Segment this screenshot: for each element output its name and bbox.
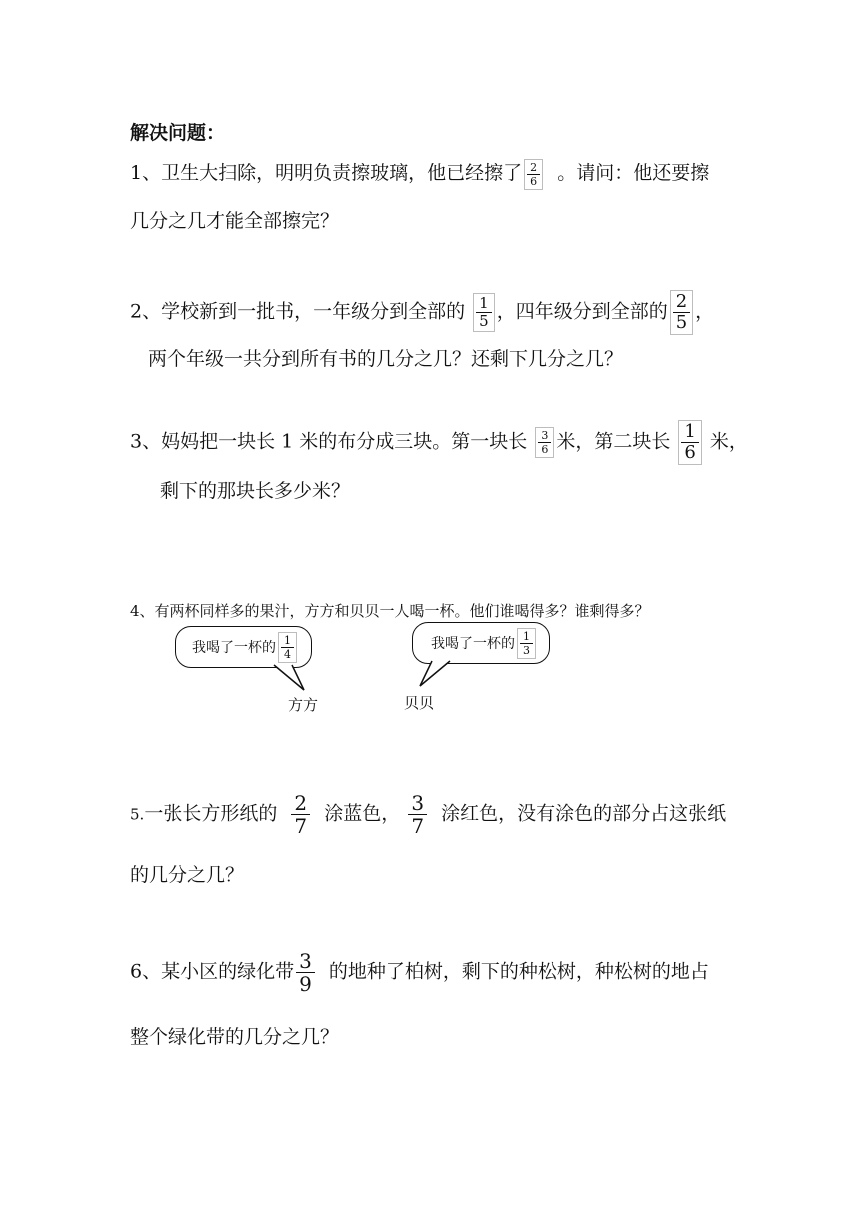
question-2-line-1 (130, 290, 714, 335)
fraction-denominator: 3 (523, 643, 530, 657)
fraction-denominator: 5 (675, 312, 688, 333)
question-2-fraction-1 (473, 293, 495, 332)
question-1-text-pre: 1、卫生大扫除，明明负责擦玻璃，他已经擦了 (130, 162, 523, 184)
speech-bubble-tail-beibei (418, 660, 458, 690)
question-5-line-2: 的几分之几？ (130, 864, 245, 886)
fraction-denominator: 6 (530, 174, 538, 188)
question-6-text-pre: 6、某小区的绿化带 (130, 960, 295, 983)
question-2-text-post: ， (695, 300, 715, 323)
fraction-numerator: 1 (523, 629, 530, 643)
speech-bubble-fraction (517, 628, 536, 659)
speech-bubble-text: 我喝了一杯的 (192, 640, 276, 656)
question-2-line-2: 两个年级一共分到所有书的几分之几？还剩下几分之几？ (148, 348, 624, 370)
fraction-numerator: 1 (479, 294, 489, 312)
question-3-fraction-2 (678, 420, 701, 465)
question-3-text-pre: 3、妈妈把一块长 1 米的布分成三块。第一块长 (130, 430, 528, 453)
question-5-line-1 (130, 792, 726, 837)
question-5-text-pre: 一张长方形纸的 (144, 802, 278, 825)
fraction-denominator: 4 (284, 647, 291, 661)
speech-bubble-fangfang (175, 626, 312, 668)
fraction-numerator: 1 (684, 421, 696, 442)
question-4-text: 4、有两杯同样多的果汁，方方和贝贝一人喝一杯。他们谁喝得多？谁剩得多？ (130, 602, 650, 620)
name-label-beibei: 贝贝 (404, 694, 435, 712)
question-1-line-2: 几分之几才能全部擦完？ (130, 210, 340, 232)
speech-bubble-text: 我喝了一杯的 (431, 636, 515, 652)
question-2-fraction-2 (670, 290, 693, 335)
fraction-denominator: 6 (684, 442, 696, 463)
question-5-number: 5. (130, 805, 145, 824)
fraction-numerator: 2 (675, 291, 688, 312)
speech-bubble-beibei (412, 622, 550, 664)
fraction-denominator: 6 (541, 443, 549, 456)
question-1-line-1 (130, 158, 709, 190)
question-2-text-mid: ，四年级分到全部的 (496, 300, 668, 323)
worksheet-heading: 解决问题： (130, 122, 226, 144)
fraction-numerator: 1 (284, 633, 291, 647)
fraction-numerator: 3 (299, 949, 312, 973)
question-6-line-2: 整个绿化带的几分之几？ (130, 1026, 340, 1048)
speech-bubble-tail-fangfang (270, 664, 310, 694)
question-3-fraction-1 (535, 427, 554, 458)
question-3-line-1 (130, 420, 748, 465)
question-5-text-post: 涂红色，没有涂色的部分占这张纸 (441, 802, 727, 825)
name-label-fangfang: 方方 (288, 696, 319, 714)
fraction-numerator: 3 (541, 429, 549, 442)
question-3-line-2: 剩下的那块长多少米？ (160, 480, 351, 502)
question-1-fraction (524, 159, 543, 190)
fraction-denominator: 5 (479, 312, 489, 330)
fraction-denominator: 7 (294, 814, 308, 838)
fraction-numerator: 3 (411, 791, 425, 815)
question-1-text-post: 。请问：他还要擦 (557, 162, 710, 184)
fraction-numerator: 2 (294, 791, 308, 815)
fraction-denominator: 9 (299, 972, 312, 996)
question-6-line-1 (130, 950, 709, 995)
question-3-text-mid: 米，第二块长 (556, 430, 671, 453)
question-5-fraction-1 (291, 792, 310, 837)
fraction-denominator: 7 (411, 814, 425, 838)
question-5-fraction-2 (408, 792, 427, 837)
fraction-numerator: 2 (530, 160, 538, 174)
question-2-text-pre: 2、学校新到一批书，一年级分到全部的 (130, 300, 466, 323)
speech-bubble-fraction (278, 632, 297, 663)
question-6-fraction (296, 950, 315, 995)
question-5-text-mid: 涂蓝色， (324, 802, 401, 825)
question-6-text-post: 的地种了柏树，剩下的种松树，种松树的地占 (328, 960, 709, 983)
question-3-text-post: 米， (709, 430, 748, 453)
